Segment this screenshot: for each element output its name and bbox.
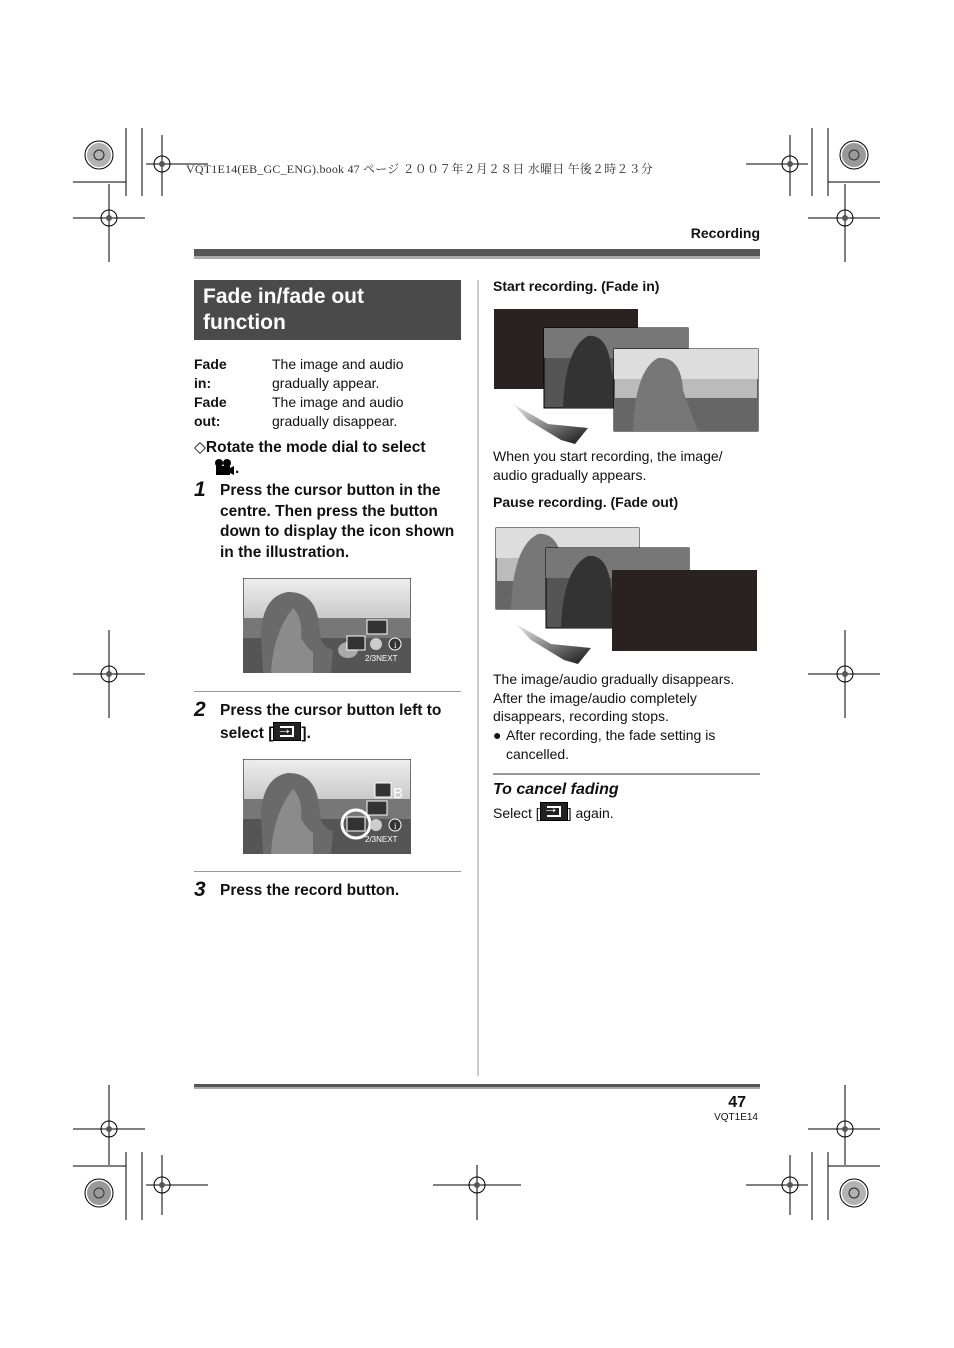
cancel-text-after: ] again.	[567, 805, 614, 821]
illustration-menu	[243, 578, 411, 673]
footer-rule-shadow	[194, 1087, 760, 1089]
osd-b-label: B	[393, 785, 404, 802]
prestep-line2: .	[213, 458, 239, 478]
fade-icon: →	[273, 722, 301, 741]
movie-camera-icon	[213, 458, 235, 476]
fade-in-heading: Start recording. (Fade in)	[493, 278, 660, 294]
cancel-heading: To cancel fading	[493, 781, 619, 798]
step-number: 1	[194, 478, 206, 501]
page-number: 47	[728, 1094, 746, 1111]
illustration-select-fade	[243, 759, 411, 854]
fade-in-description: When you start recording, the image/ audio gradually appears.	[493, 448, 723, 483]
osd-next-label: 2/3NEXT	[365, 835, 398, 844]
step-text-after: ].	[301, 724, 311, 742]
svg-text:i: i	[394, 821, 397, 831]
svg-text:i: i	[394, 640, 397, 650]
step-divider	[194, 691, 461, 692]
step-divider	[194, 871, 461, 872]
definition-term: Fade in:	[194, 356, 227, 391]
page-title-box	[194, 280, 461, 340]
section-label: Recording	[690, 225, 760, 241]
prestep	[194, 438, 426, 457]
fade-in-illustration	[493, 308, 761, 444]
definition-desc: The image and audio gradually disappear.	[272, 394, 404, 429]
step-number: 3	[194, 878, 206, 901]
bullet-marker: ●	[493, 727, 502, 743]
osd-next-label: 2/3NEXT	[365, 654, 398, 663]
page-title: Fade in/fade out function	[203, 285, 365, 334]
step-text-before: Press the cursor button left to select [	[220, 702, 442, 742]
cancel-instruction	[493, 802, 614, 823]
fade-out-heading: Pause recording. (Fade out)	[493, 494, 679, 510]
model-code: VQT1E14	[714, 1112, 758, 1123]
step-text: Press the cursor button in the centre. Then press the button down to display the icon shown in the illustration.	[220, 482, 455, 561]
step-text: Press the record button.	[220, 882, 400, 899]
fade-out-illustration	[493, 526, 761, 666]
file-header: VQT1E14(EB_GC_ENG).book 47 ページ ２００７年２月２８日 水曜日 午後２時２３分	[186, 162, 654, 176]
step-number: 2	[194, 698, 206, 721]
definition-term: Fade out:	[194, 394, 227, 429]
fade-icon: →	[540, 802, 568, 821]
column-divider	[477, 280, 479, 1076]
definition-desc: The image and audio gradually appear.	[272, 356, 404, 391]
header-rule	[194, 249, 760, 256]
bullet-text: After recording, the fade setting is cancelled.	[506, 727, 716, 762]
diamond-icon: ◇	[194, 439, 206, 456]
cancel-text-before: Select [	[493, 805, 540, 821]
prestep-text: Rotate the mode dial to select	[205, 439, 426, 456]
header-rule-shadow	[194, 256, 760, 259]
cancel-divider	[493, 773, 760, 775]
fade-out-description: The image/audio gradually disappears. After the image/audio completely disappears, recording stops.	[493, 671, 735, 724]
step-text	[220, 701, 462, 744]
